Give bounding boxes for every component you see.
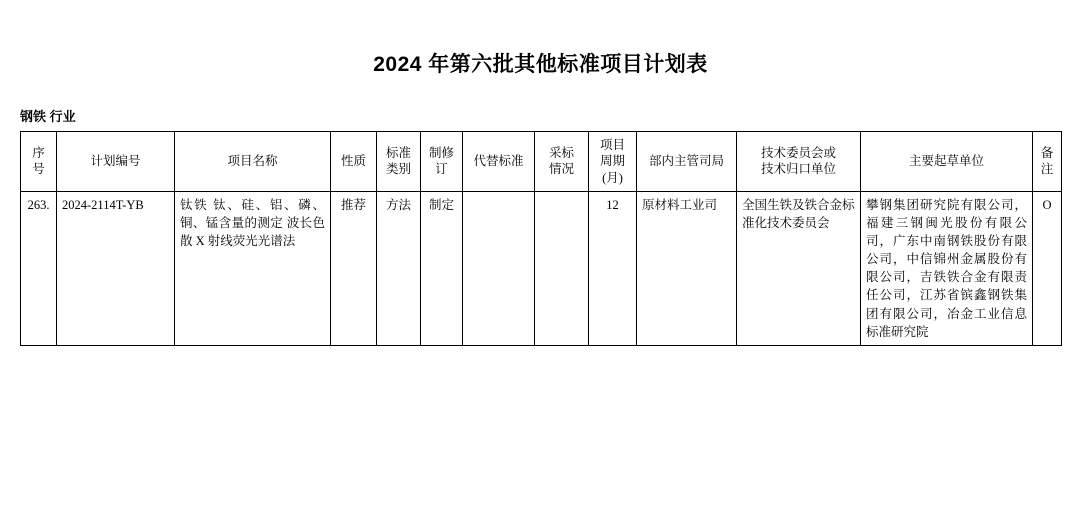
column-header-category (377, 132, 421, 192)
cell-name: 钛铁 钛、硅、铝、磷、铜、锰含量的测定 波长色散 X 射线荧光光谱法 (175, 191, 331, 345)
page-title: 2024 年第六批其他标准项目计划表 (373, 53, 708, 76)
column-header-nature: 性质 (331, 132, 377, 192)
column-header-replace: 代替标准 (463, 132, 535, 192)
column-header-dept: 部内主管司局 (637, 132, 737, 192)
document-page (0, 48, 1081, 507)
column-header-period-line1: 项目 (599, 138, 625, 152)
column-header-seq-line1: 序 (32, 146, 45, 161)
column-header-category-line1: 标准 (385, 146, 411, 161)
column-header-committee-line2: 技术归口单位 (760, 162, 836, 177)
standards-plan-table (20, 131, 1062, 346)
cell-drafter: 攀钢集团研究院有限公司，福建三钢闽光股份有限公司，广东中南钢铁股份有限公司，中信锦州金属股份有限公司，吉铁铁合金有限责任公司，江苏省镔鑫钢铁集团有限公司，冶金工业信息标准研究院 (861, 191, 1033, 345)
cell-seq: 263. (21, 191, 57, 345)
column-header-committee (737, 132, 861, 192)
column-header-category-line2: 类别 (385, 162, 411, 177)
cell-remark: O (1033, 191, 1062, 345)
column-header-revise-line2: 订 (435, 162, 448, 177)
column-header-revise-line1: 制修 (428, 146, 454, 161)
cell-code: 2024-2114T-YB (57, 191, 175, 345)
cell-adopt (535, 191, 589, 345)
cell-revise: 制定 (421, 191, 463, 345)
column-header-adopt-line2: 情况 (548, 162, 574, 177)
column-header-period-line3: (月) (602, 170, 623, 185)
cell-dept: 原材料工业司 (637, 191, 737, 345)
column-header-adopt-line1: 采标 (548, 146, 574, 161)
column-header-period (589, 132, 637, 192)
column-header-revise (421, 132, 463, 192)
cell-replace (463, 191, 535, 345)
column-header-remark-line2: 注 (1040, 162, 1054, 177)
cell-period: 12 (589, 191, 637, 345)
column-header-remark-line1: 备 (1040, 146, 1054, 161)
cell-committee: 全国生铁及铁合金标准化技术委员会 (737, 191, 861, 345)
column-header-committee-line1: 技术委员会或 (760, 146, 836, 161)
industry-label: 钢铁 行业 (20, 109, 76, 124)
column-header-remark (1033, 132, 1062, 192)
column-header-seq-line2: 号 (32, 162, 45, 177)
cell-category: 方法 (377, 191, 421, 345)
table-row (21, 191, 1062, 345)
column-header-period-line2: 周期 (599, 154, 625, 169)
table-header-row (21, 132, 1062, 192)
column-header-adopt (535, 132, 589, 192)
column-header-seq (21, 132, 57, 192)
cell-nature: 推荐 (331, 191, 377, 345)
column-header-name: 项目名称 (175, 132, 331, 192)
column-header-code: 计划编号 (57, 132, 175, 192)
column-header-drafter: 主要起草单位 (861, 132, 1033, 192)
